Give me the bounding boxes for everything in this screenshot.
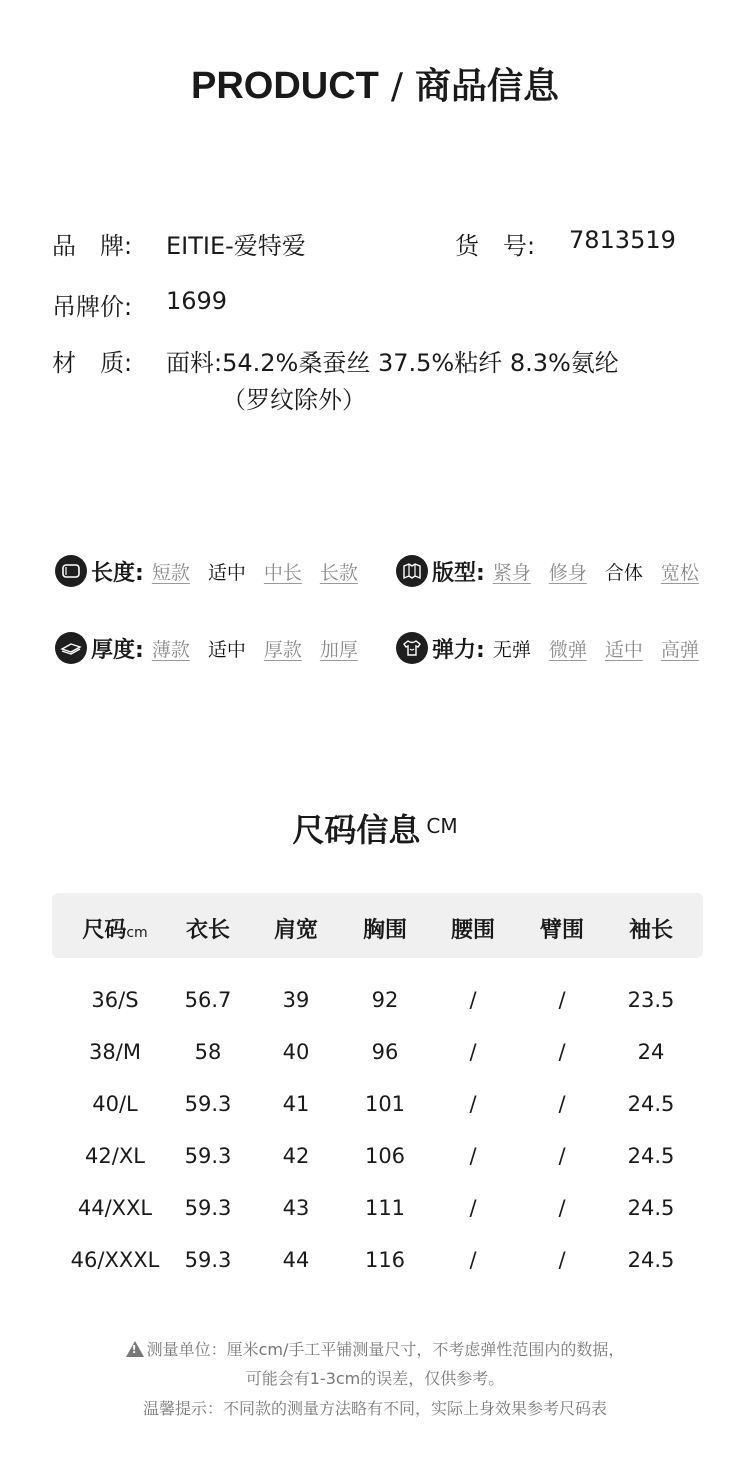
- material-row: [52, 343, 619, 378]
- table-cell-waist: /: [469, 1144, 477, 1168]
- header-chest: 胸围: [362, 918, 407, 943]
- table-cell-chest: 92: [371, 988, 399, 1012]
- table-cell-sleeve: 24.5: [627, 1196, 675, 1220]
- table-cell-length: 59.3: [184, 1248, 232, 1272]
- table-cell-sleeve: 24: [637, 1040, 665, 1064]
- header-arm: 臂围: [539, 918, 584, 943]
- thickness-layers-icon: [55, 632, 87, 664]
- sku-row: [455, 226, 676, 261]
- attr-fit: [396, 555, 699, 587]
- table-cell-size: 38/M: [89, 1040, 141, 1064]
- material-note: （罗纹除外）: [222, 386, 366, 414]
- brand-label: 品 牌:: [52, 232, 133, 260]
- size-title-text: 尺码信息: [292, 811, 421, 849]
- length-label: 长度:: [91, 560, 144, 586]
- elasticity-option-none: 无弹: [492, 638, 531, 661]
- thickness-label: 厚度:: [91, 637, 144, 663]
- table-cell-chest: 96: [371, 1040, 399, 1064]
- table-cell-chest: 106: [364, 1144, 406, 1168]
- fit-option-slim: 修身: [548, 561, 587, 584]
- size-section-title: [0, 805, 750, 851]
- table-cell-shoulder: 43: [282, 1196, 310, 1220]
- note-line-1-text: 测量单位：厘米cm/手工平铺测量尺寸，不考虑弹性范围内的数据，: [146, 1340, 625, 1359]
- garment-length-icon: [55, 555, 87, 587]
- table-cell-sleeve: 24.5: [627, 1248, 675, 1272]
- table-cell-arm: /: [558, 1092, 566, 1116]
- header-shoulder: 肩宽: [273, 918, 318, 943]
- table-cell-size: 40/L: [92, 1092, 138, 1116]
- title-separator: /: [390, 66, 403, 107]
- brand-row: [52, 226, 306, 261]
- header-size-text: 尺码: [82, 918, 127, 943]
- attr-thickness: [55, 632, 358, 664]
- price-row: [52, 287, 227, 322]
- header-size: [70, 913, 160, 944]
- table-cell-size: 42/XL: [85, 1144, 145, 1168]
- table-cell-length: 59.3: [184, 1092, 232, 1116]
- table-cell-length: 58: [194, 1040, 222, 1064]
- table-cell-shoulder: 40: [282, 1040, 310, 1064]
- table-cell-chest: 101: [364, 1092, 406, 1116]
- table-cell-chest: 111: [364, 1196, 406, 1220]
- table-cell-waist: /: [469, 988, 477, 1012]
- table-cell-arm: /: [558, 1196, 566, 1220]
- note-line-2: 可能会有1-3cm的误差，仅供参考。: [245, 1369, 505, 1388]
- price-value: 1699: [166, 287, 228, 315]
- title-cn: 商品信息: [415, 66, 560, 107]
- price-label: 吊牌价:: [52, 293, 133, 321]
- material-value: 面料:54.2%桑蚕丝 37.5%粘纤 8.3%氨纶: [166, 349, 619, 377]
- fit-shape-icon: [396, 555, 428, 587]
- table-cell-size: 46/XXXL: [70, 1248, 160, 1272]
- note-line-3: 温馨提示：不同款的测量方法略有不同，实际上身效果参考尺码表: [142, 1399, 607, 1418]
- table-cell-chest: 116: [364, 1248, 406, 1272]
- thickness-option-medium: 适中: [207, 638, 246, 661]
- table-cell-arm: /: [558, 988, 566, 1012]
- table-cell-waist: /: [469, 1092, 477, 1116]
- table-cell-length: 59.3: [184, 1196, 232, 1220]
- header-sleeve: 袖长: [628, 918, 673, 943]
- attr-elasticity: [396, 632, 699, 664]
- title-en: PRODUCT: [190, 65, 379, 107]
- length-option-mid-long: 中长: [263, 561, 302, 584]
- warning-icon: [126, 1341, 144, 1357]
- table-cell-length: 56.7: [184, 988, 232, 1012]
- length-option-long: 长款: [319, 561, 358, 584]
- table-cell-arm: /: [558, 1040, 566, 1064]
- size-table-header: [52, 893, 703, 958]
- thickness-option-extra-thick: 加厚: [319, 638, 358, 661]
- sku-value: 7813519: [569, 226, 676, 254]
- table-cell-sleeve: 24.5: [627, 1092, 675, 1116]
- material-label: 材 质:: [52, 349, 133, 377]
- table-cell-waist: /: [469, 1248, 477, 1272]
- fit-option-tight: 紧身: [492, 561, 531, 584]
- brand-value: EITIE-爱特爱: [166, 232, 306, 260]
- elasticity-option-high: 高弹: [660, 638, 699, 661]
- table-cell-shoulder: 44: [282, 1248, 310, 1272]
- table-cell-waist: /: [469, 1040, 477, 1064]
- table-cell-length: 59.3: [184, 1144, 232, 1168]
- table-cell-shoulder: 39: [282, 988, 310, 1012]
- header-size-unit: cm: [126, 925, 148, 941]
- table-cell-arm: /: [558, 1248, 566, 1272]
- header-length: 衣长: [185, 918, 230, 943]
- table-cell-arm: /: [558, 1144, 566, 1168]
- table-cell-sleeve: 24.5: [627, 1144, 675, 1168]
- page-title: [0, 58, 750, 109]
- fit-label: 版型:: [432, 560, 485, 586]
- elasticity-label: 弹力:: [432, 637, 485, 663]
- elasticity-option-medium: 适中: [604, 638, 643, 661]
- elasticity-option-slight: 微弹: [548, 638, 587, 661]
- sku-label: 货 号:: [455, 232, 536, 260]
- table-cell-size: 44/XXL: [77, 1196, 153, 1220]
- table-cell-shoulder: 41: [282, 1092, 310, 1116]
- elasticity-shirt-icon: [396, 632, 428, 664]
- thickness-option-thin: 薄款: [151, 638, 190, 661]
- length-option-short: 短款: [151, 561, 190, 584]
- thickness-option-thick: 厚款: [263, 638, 302, 661]
- note-line-1: [0, 1337, 750, 1360]
- fit-option-loose: 宽松: [660, 561, 699, 584]
- table-cell-sleeve: 23.5: [627, 988, 675, 1012]
- length-option-medium: 适中: [207, 561, 246, 584]
- table-cell-shoulder: 42: [282, 1144, 310, 1168]
- table-cell-waist: /: [469, 1196, 477, 1220]
- fit-option-regular: 合体: [604, 561, 643, 584]
- table-cell-size: 36/S: [91, 988, 139, 1012]
- size-title-unit: CM: [426, 814, 458, 838]
- header-waist: 腰围: [450, 918, 495, 943]
- attr-length: [55, 555, 358, 587]
